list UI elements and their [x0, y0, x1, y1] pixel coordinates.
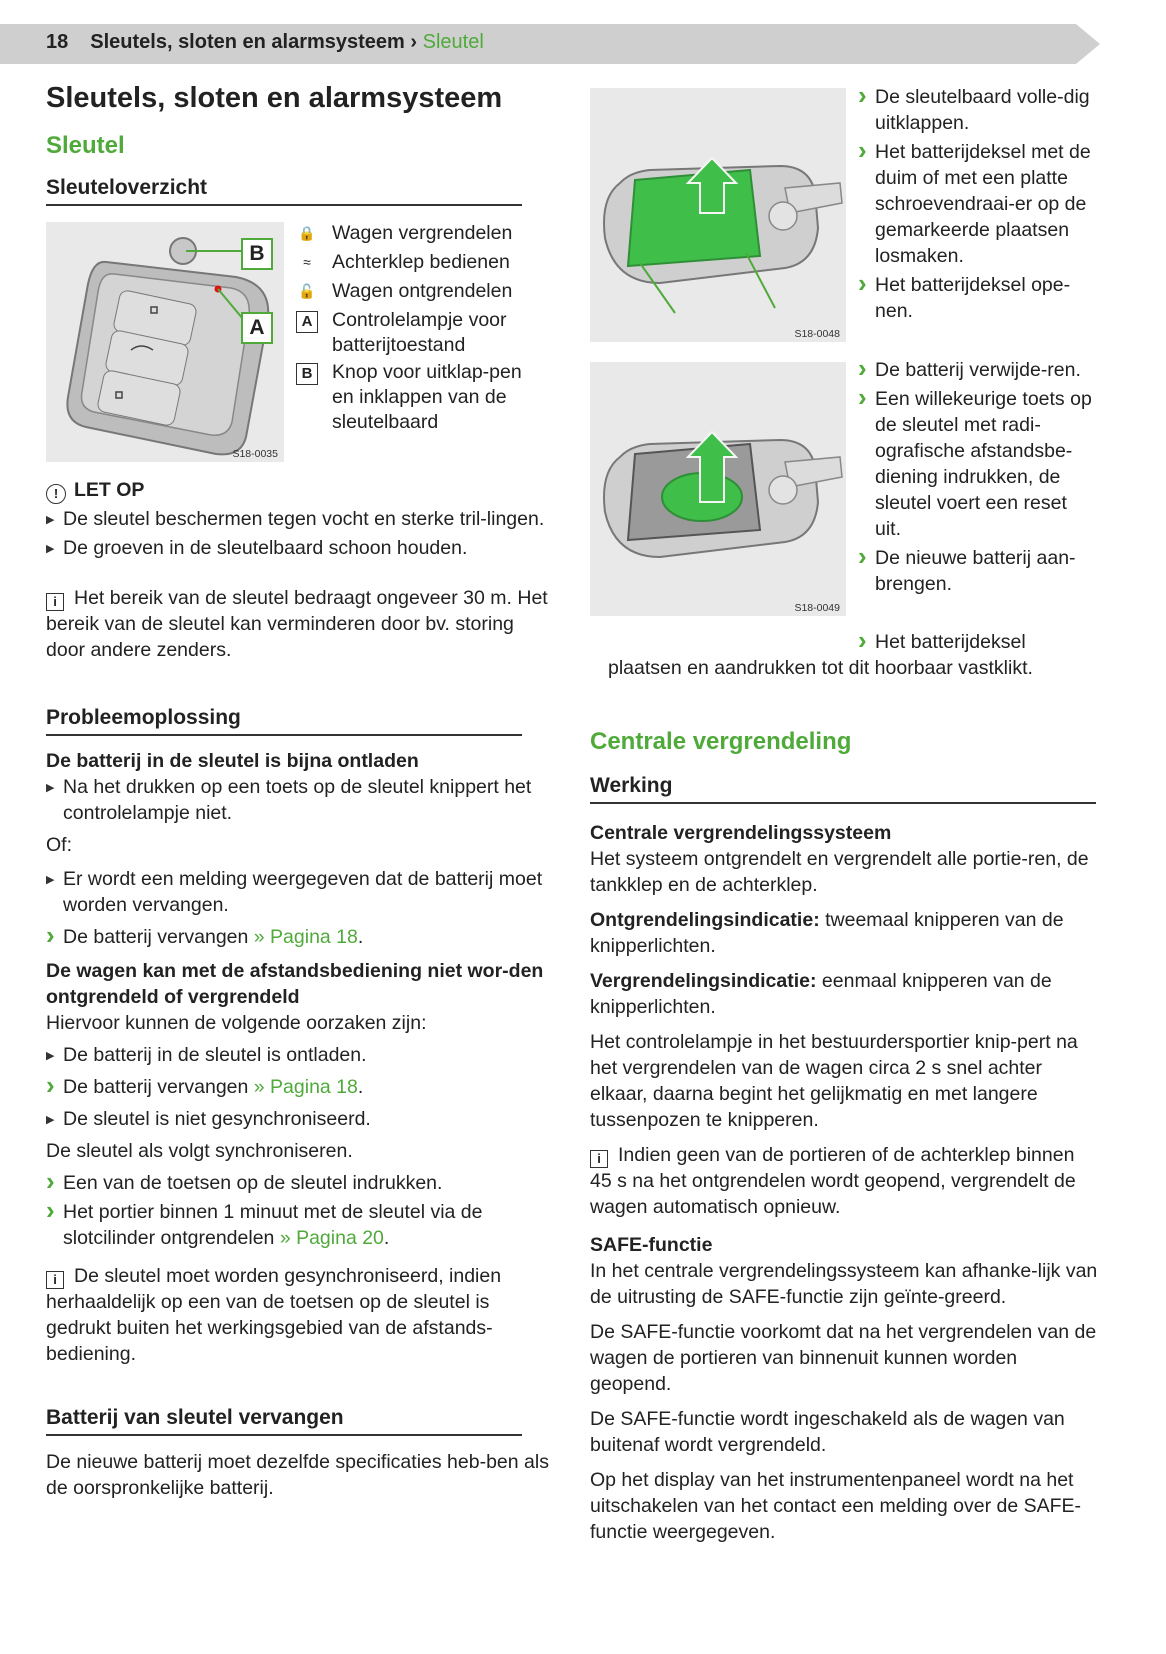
page-20-link[interactable]: » Pagina 20 [279, 1227, 384, 1249]
cause-item: ▶ De batterij in de sleutel is ontladen. [46, 1042, 554, 1068]
figure-code: S18-0048 [794, 328, 840, 340]
step-continuation: plaatsen en aandrukken tot dit hoorbaar vastklikt. [608, 657, 1033, 679]
lock-indication: Vergrendelingsindicatie: eenmaal knipperen van de knipperlichten. [590, 970, 1052, 1018]
battery-text-block [46, 1449, 554, 1501]
info-icon: i [46, 593, 64, 611]
letter-b-badge: B [296, 363, 318, 385]
central-locking-title: Centrale vergrendeling [590, 728, 852, 755]
caution-item: ▶ De sleutel beschermen tegen vocht en sterke tril-lingen. [46, 506, 554, 532]
replace-step: › De batterij vervangen » Pagina 18. [46, 1074, 554, 1100]
steps-replace-battery [858, 357, 1098, 597]
step-item: › Het batterijdeksel met de duim of met een platte schroevendraai-er op de gemarkeerde plaatsen losmaken. [858, 139, 1098, 269]
remote-section [46, 958, 554, 1251]
key-overview-figure [46, 222, 284, 462]
lamp-text: Het controlelampje in het bestuurdersportier knip-pert na het vergrendelen van de wagen circa 2 s snel achter elkaar, daarna begint het gelijkmatig en met langere tussenpozen te knipperen. [590, 1031, 1078, 1131]
page-18-link[interactable]: » Pagina 18 [253, 1076, 358, 1098]
car-trunk-icon: ≈ [303, 254, 311, 270]
header-chapter: Sleutels, sloten en alarmsysteem [90, 31, 405, 53]
cls-text: Het systeem ontgrendelt en vergrendelt alle portie-ren, de tankklep en de achterklep. [590, 848, 1089, 896]
info-icon: i [590, 1150, 608, 1168]
running-header [46, 31, 484, 54]
central-locking-body [590, 820, 1098, 1545]
page-number: 18 [46, 31, 69, 53]
label-b-badge: B [241, 238, 273, 270]
remote-intro: Hiervoor kunnen de volgende oorzaken zijn: [46, 1012, 427, 1034]
battery-cover-figure [590, 88, 846, 342]
sync-step: › Het portier binnen 1 minuut met de sleutel via de slotcilinder ontgrendelen » Pagina 20. [46, 1199, 554, 1251]
legend-text: Wagen ontgrendelen [332, 280, 513, 302]
header-separator: › [410, 31, 418, 53]
problem-heading: Probleemoplossing [46, 706, 522, 736]
legend-text: Controlelampje voor batterijtoestand [332, 309, 507, 356]
battery-low-heading: De batterij in de sleutel is bijna ontladen [46, 750, 419, 772]
legend-row-a [296, 308, 507, 356]
safe-text: De SAFE-functie voorkomt dat na het vergrendelen van de wagen de portieren van binnenuit kunnen worden geopend. [590, 1321, 1097, 1395]
figure-code: S18-0035 [232, 448, 278, 460]
sync-intro: De sleutel als volgt synchroniseren. [46, 1140, 353, 1162]
legend-row-b [296, 360, 522, 433]
symptom-item: ▶ Na het drukken op een toets op de sleutel knippert het controlelampje niet. [46, 774, 554, 826]
step-item: › De nieuwe batterij aan-brengen. [858, 545, 1098, 597]
info-note-range: i Het bereik van de sleutel bedraagt ongeveer 30 m. Het bereik van de sleutel kan verminderen door bv. storing door andere zenders. [46, 587, 548, 661]
unlock-indication: Ontgrendelingsindicatie: tweemaal knipperen van de knipperlichten. [590, 909, 1064, 957]
step-item: › Het batterijdeksel [858, 629, 1098, 655]
battery-heading: Batterij van sleutel vervangen [46, 1406, 522, 1436]
figure-legend [296, 221, 556, 441]
battery-low-section [46, 748, 554, 950]
werking-heading: Werking [590, 774, 1096, 804]
safe-text: Op het display van het instrumentenpaneel wordt na het uitschakelen van het contact een melding over de SAFE-functie weergegeven. [590, 1469, 1082, 1543]
step-item: › Het batterijdeksel ope-nen. [858, 272, 1098, 324]
info-note-autolock: i Indien geen van de portieren of de achterklep binnen 45 s na het ontgrendelen wordt geopend, vergrendelt de wagen automatisch opnieuw. [590, 1144, 1076, 1218]
caution-item: ▶ De groeven in de sleutelbaard schoon houden. [46, 535, 554, 561]
symptom-item: ▶ Er wordt een melding weergegeven dat de batterij moet worden vervangen. [46, 866, 554, 918]
cause-item: ▶ De sleutel is niet gesynchroniseerd. [46, 1106, 554, 1132]
label-a-badge: A [241, 312, 273, 344]
replace-step: › De batterij vervangen » Pagina 18. [46, 924, 554, 950]
warning-icon: ! [46, 484, 66, 504]
lock-icon: 🔒 [298, 225, 316, 241]
or-label: Of: [46, 834, 73, 856]
safe-text: In het centrale vergrendelingssysteem kan afhanke-lijk van de uitrusting de SAFE-functie zijn geïnte-greerd. [590, 1260, 1098, 1308]
overview-heading: Sleuteloverzicht [46, 176, 522, 206]
safe-text: De SAFE-functie wordt ingeschakeld als de wagen van buitenaf wordt vergrendeld. [590, 1408, 1065, 1456]
sync-step: › Een van de toetsen op de sleutel indrukken. [46, 1170, 554, 1196]
step-close-cover-continued [608, 655, 1098, 681]
steps-open-cover [858, 84, 1098, 324]
remote-heading: De wagen kan met de afstandsbediening niet wor-den ontgrendeld of vergrendeld [46, 960, 544, 1008]
figure-code: S18-0049 [794, 602, 840, 614]
info-note-sync: i De sleutel moet worden gesynchroniseerd, indien herhaaldelijk op een van de toetsen op de sleutel is gedrukt buiten het werkingsgebied van de afstands-bediening. [46, 1265, 502, 1365]
step-item: › Een willekeurige toets op de sleutel met radi-ografische afstandsbe-diening indrukken, de sleutel voert een reset uit. [858, 386, 1098, 542]
step-item: › De sleutelbaard volle-dig uitklappen. [858, 84, 1098, 136]
step-close-cover [858, 629, 1098, 655]
caution-title: ! LET OP [46, 477, 554, 504]
legend-text: Achterklep bedienen [332, 251, 510, 273]
legend-text: Knop voor uitklap-pen en inklappen van de sleutelbaard [332, 361, 522, 433]
cls-heading: Centrale vergrendelingssysteem [590, 822, 892, 844]
key-battery-illustration [590, 362, 846, 616]
battery-removal-figure [590, 362, 846, 616]
step-item: › De batterij verwijde-ren. [858, 357, 1098, 383]
caution-block [46, 477, 554, 561]
key-cover-illustration [590, 88, 846, 342]
page-title: Sleutels, sloten en alarmsysteem [46, 82, 503, 114]
unlock-icon: 🔓 [298, 283, 316, 299]
battery-text: De nieuwe batterij moet dezelfde specificaties heb-ben als de oorspronkelijke batterij. [46, 1451, 549, 1499]
header-section: Sleutel [422, 31, 484, 53]
info-icon: i [46, 1271, 64, 1289]
safe-heading: SAFE-functie [590, 1234, 713, 1256]
legend-text: Wagen vergrendelen [332, 222, 513, 244]
letter-a-badge: A [296, 311, 318, 333]
section-title: Sleutel [46, 132, 125, 159]
page-18-link[interactable]: » Pagina 18 [253, 926, 358, 948]
